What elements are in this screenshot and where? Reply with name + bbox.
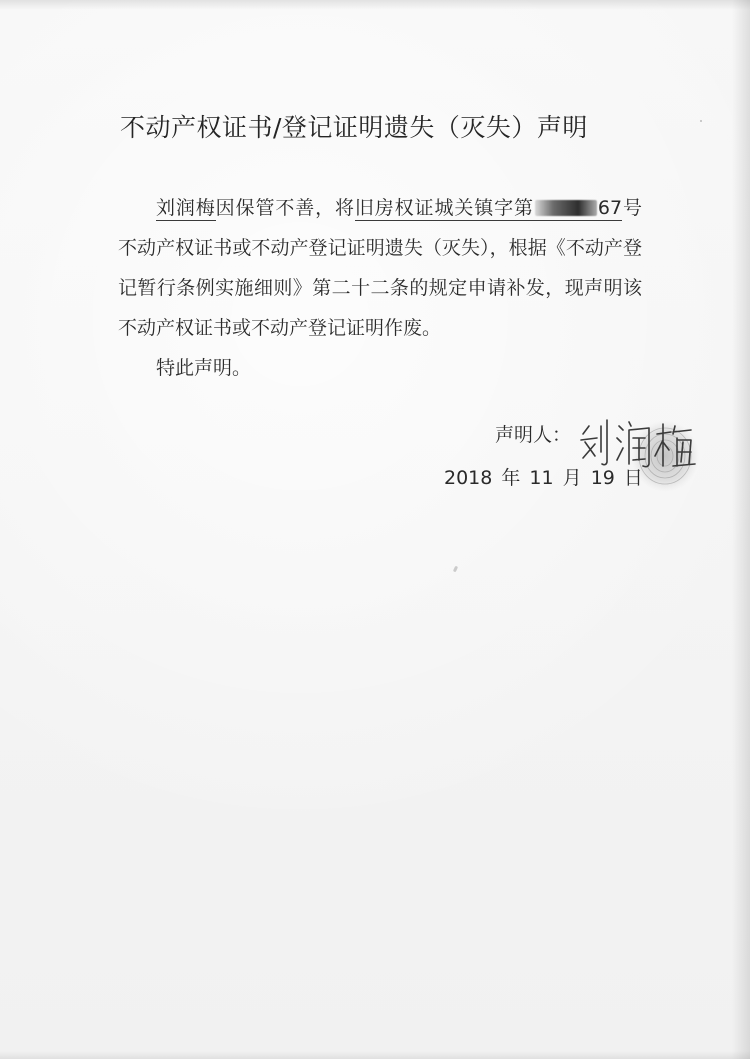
scan-edge-top bbox=[0, 0, 750, 10]
body-text-segment: 号不动产权证书或不动产登记证明遗失（灭失），根据《不动产登记暂行条例实施细则》第二十二条的规定申请补发，现声明该不动产权证书或不动产登记证明作废。 bbox=[118, 197, 642, 339]
declaration-date: 2018 年 11 月 19 日 bbox=[444, 467, 643, 489]
declarant-name: 刘润梅 bbox=[156, 197, 216, 219]
scan-edge-right bbox=[732, 0, 750, 1059]
scan-edge-bottom bbox=[0, 1051, 750, 1059]
certificate-number bbox=[355, 197, 622, 221]
certificate-suffix: 67 bbox=[597, 197, 623, 219]
scan-speck bbox=[453, 566, 458, 573]
body-text-segment: 因保管不善，将 bbox=[215, 197, 355, 219]
certificate-prefix: 旧房权证城关镇字第 bbox=[354, 197, 534, 219]
scan-speck bbox=[700, 120, 702, 122]
closing-line: 特此声明。 bbox=[156, 357, 252, 379]
redaction-mark bbox=[535, 200, 597, 216]
declarant-label: 声明人： bbox=[495, 424, 572, 446]
declaration-body bbox=[118, 188, 642, 388]
declaration-paragraph bbox=[118, 188, 642, 348]
document-title: 不动产权证书/登记证明遗失（灭失）声明 bbox=[120, 113, 588, 142]
